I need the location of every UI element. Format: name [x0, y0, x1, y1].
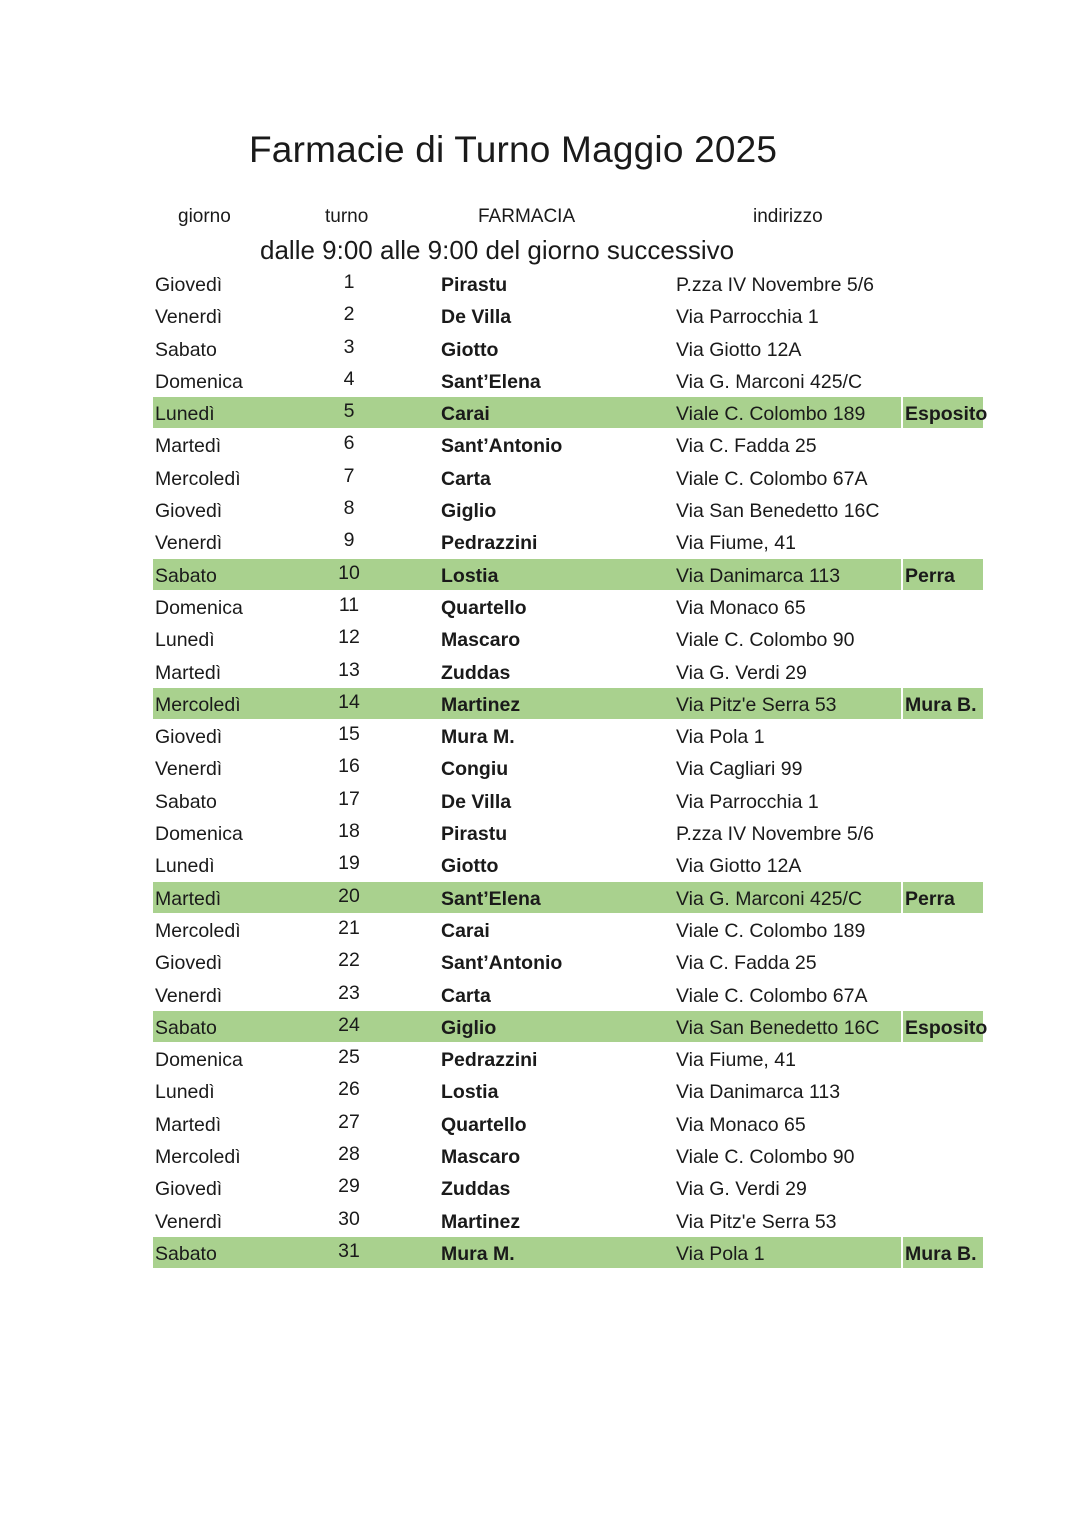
address-cell: Via Danimarca 113 — [676, 564, 841, 587]
table-row — [153, 300, 983, 332]
note-cell: Esposito — [905, 1016, 988, 1039]
turno-cell: 24 — [338, 1013, 360, 1036]
pharmacy-name-cell: Carta — [441, 984, 491, 1007]
turno-cell: 25 — [338, 1046, 360, 1069]
turno-cell: 1 — [343, 271, 355, 293]
day-cell: Sabato — [155, 564, 217, 587]
address-cell: Via San Benedetto 16C — [676, 1016, 880, 1039]
table-row — [153, 494, 983, 526]
pharmacy-name-cell: Quartello — [441, 1113, 527, 1136]
note-cell: Mura B. — [905, 693, 977, 716]
page-title: Farmacie di Turno Maggio 2025 — [249, 129, 778, 170]
address-cell: P.zza IV Novembre 5/6 — [676, 823, 874, 846]
table-row — [153, 849, 983, 881]
pharmacy-name-cell: De Villa — [441, 306, 512, 329]
table-row — [153, 623, 983, 655]
pharmacy-name-cell: Pirastu — [441, 823, 508, 846]
day-cell: Mercoledì — [155, 919, 241, 942]
row-highlight — [153, 1237, 901, 1268]
day-cell: Sabato — [155, 338, 217, 361]
table-row — [153, 1205, 983, 1237]
pharmacy-name-cell: Giglio — [441, 500, 497, 523]
day-cell: Lunedì — [155, 855, 215, 878]
table-row — [153, 1108, 983, 1140]
turno-cell: 27 — [338, 1110, 360, 1133]
address-cell: Via Monaco 65 — [676, 596, 806, 619]
turno-cell: 8 — [343, 497, 355, 520]
address-cell: Via Parrocchia 1 — [676, 790, 819, 813]
table-row — [153, 882, 983, 914]
day-cell: Sabato — [155, 1242, 217, 1265]
address-cell: Via Cagliari 99 — [676, 758, 803, 781]
address-cell: Via C. Fadda 25 — [676, 435, 817, 458]
address-cell: Via Pola 1 — [676, 726, 765, 749]
pharmacy-name-cell: Mura M. — [441, 726, 515, 749]
turno-cell: 14 — [338, 690, 360, 713]
address-cell: Via C. Fadda 25 — [676, 952, 817, 975]
address-cell: Via G. Marconi 425/C — [676, 887, 863, 910]
pharmacy-name-cell: Pirastu — [441, 274, 508, 296]
address-cell: Viale C. Colombo 90 — [676, 1146, 855, 1169]
pharmacy-name-cell: Mura M. — [441, 1242, 515, 1265]
address-cell: Viale C. Colombo 90 — [676, 629, 855, 652]
column-header-giorno: giorno — [178, 206, 231, 227]
address-cell: Via Pitz'e Serra 53 — [676, 1210, 837, 1233]
pharmacy-name-cell: Lostia — [441, 564, 499, 587]
table-row — [153, 1043, 983, 1075]
turno-cell: 17 — [338, 787, 360, 810]
pharmacy-name-cell: Pedrazzini — [441, 532, 538, 555]
turno-cell: 10 — [338, 561, 360, 584]
turno-cell: 22 — [338, 949, 360, 972]
address-cell: Via G. Verdi 29 — [676, 1178, 807, 1201]
turno-cell: 9 — [343, 529, 355, 552]
address-cell: Viale C. Colombo 67A — [676, 467, 868, 490]
day-cell: Mercoledì — [155, 693, 241, 716]
day-cell: Giovedì — [155, 952, 223, 975]
pharmacy-name-cell: Sant’Elena — [441, 887, 541, 910]
note-cell: Perra — [905, 564, 955, 587]
pharmacy-name-cell: Giglio — [441, 1016, 497, 1039]
address-cell: Via San Benedetto 16C — [676, 500, 880, 523]
turno-cell: 13 — [338, 658, 360, 681]
address-cell: Via Pitz'e Serra 53 — [676, 693, 837, 716]
day-cell: Giovedì — [155, 274, 223, 296]
table-row — [153, 1011, 988, 1043]
pharmacy-name-cell: Sant’Elena — [441, 370, 541, 393]
pharmacy-name-cell: Carai — [441, 403, 490, 426]
turno-cell: 30 — [338, 1207, 360, 1230]
day-cell: Giovedì — [155, 1178, 223, 1201]
address-cell: Via Fiume, 41 — [676, 1049, 796, 1072]
address-cell: Via G. Verdi 29 — [676, 661, 807, 684]
table-row — [153, 979, 983, 1011]
address-cell: Via Giotto 12A — [676, 338, 802, 361]
schedule-table — [153, 268, 988, 1269]
address-cell: Via Giotto 12A — [676, 855, 802, 878]
pharmacy-name-cell: Congiu — [441, 758, 509, 781]
turno-cell: 15 — [338, 723, 360, 746]
schedule-hours-note: dalle 9:00 alle 9:00 del giorno successivo — [260, 235, 735, 265]
address-cell: Viale C. Colombo 189 — [676, 919, 866, 942]
table-row — [153, 462, 983, 494]
address-cell: P.zza IV Novembre 5/6 — [676, 274, 874, 296]
address-cell: Viale C. Colombo 189 — [676, 403, 866, 426]
turno-cell: 23 — [338, 981, 360, 1004]
table-row — [153, 1172, 983, 1204]
table-row — [153, 785, 983, 817]
address-cell: Via Danimarca 113 — [676, 1081, 841, 1104]
table-row — [153, 1140, 983, 1172]
table-row — [153, 429, 983, 461]
table-row — [153, 817, 983, 849]
table-row — [153, 946, 983, 978]
table-row — [153, 720, 983, 752]
turno-cell: 31 — [338, 1239, 360, 1262]
day-cell: Mercoledì — [155, 1146, 241, 1169]
day-cell: Lunedì — [155, 1081, 215, 1104]
turno-cell: 11 — [338, 593, 360, 616]
day-cell: Venerdì — [155, 1210, 223, 1233]
turno-cell: 28 — [338, 1143, 360, 1166]
day-cell: Giovedì — [155, 726, 223, 749]
note-cell: Perra — [905, 887, 955, 910]
address-cell: Via G. Marconi 425/C — [676, 370, 863, 393]
table-row — [153, 914, 983, 946]
turno-cell: 19 — [338, 852, 360, 875]
pharmacy-name-cell: De Villa — [441, 790, 512, 813]
pharmacy-name-cell: Martinez — [441, 1210, 521, 1233]
pharmacy-name-cell: Martinez — [441, 693, 521, 716]
address-cell: Viale C. Colombo 67A — [676, 984, 868, 1007]
turno-cell: 12 — [338, 626, 360, 649]
day-cell: Domenica — [155, 1049, 243, 1072]
day-cell: Venerdì — [155, 758, 223, 781]
turno-cell: 5 — [343, 400, 355, 423]
pharmacy-name-cell: Quartello — [441, 596, 527, 619]
day-cell: Sabato — [155, 1016, 217, 1039]
turno-cell: 6 — [343, 432, 355, 455]
address-cell: Via Parrocchia 1 — [676, 306, 819, 329]
day-cell: Mercoledì — [155, 467, 241, 490]
turno-cell: 2 — [343, 303, 355, 326]
turno-cell: 16 — [338, 755, 360, 778]
pharmacy-name-cell: Giotto — [441, 338, 499, 361]
address-cell: Via Fiume, 41 — [676, 532, 796, 555]
day-cell: Lunedì — [155, 629, 215, 652]
turno-cell: 7 — [343, 464, 355, 487]
pharmacy-name-cell: Pedrazzini — [441, 1049, 538, 1072]
day-cell: Martedì — [155, 1113, 222, 1136]
day-cell: Giovedì — [155, 500, 223, 523]
table-row — [153, 1075, 983, 1107]
column-header-indirizzo: indirizzo — [753, 206, 823, 227]
turno-cell: 26 — [338, 1078, 360, 1101]
pharmacy-name-cell: Sant’Antonio — [441, 952, 563, 975]
pharmacy-name-cell: Zuddas — [441, 1178, 511, 1201]
table-row — [153, 1237, 983, 1269]
note-cell: Esposito — [905, 403, 988, 426]
pharmacy-name-cell: Carta — [441, 467, 491, 490]
turno-cell: 20 — [338, 884, 360, 907]
pharmacy-name-cell: Mascaro — [441, 1146, 521, 1169]
column-header-turno: turno — [325, 206, 369, 227]
table-row — [153, 752, 983, 784]
table-row — [153, 268, 983, 300]
day-cell: Martedì — [155, 435, 222, 458]
address-cell: Via Monaco 65 — [676, 1113, 806, 1136]
pharmacy-name-cell: Carai — [441, 919, 490, 942]
table-row — [153, 591, 983, 623]
table-row — [153, 365, 983, 397]
table-row — [153, 688, 983, 720]
column-header-farmacia: FARMACIA — [478, 206, 576, 227]
day-cell: Domenica — [155, 823, 243, 846]
note-cell: Mura B. — [905, 1242, 977, 1265]
day-cell: Martedì — [155, 887, 222, 910]
table-row — [153, 559, 983, 591]
day-cell: Martedì — [155, 661, 222, 684]
pharmacy-name-cell: Giotto — [441, 855, 499, 878]
day-cell: Domenica — [155, 596, 243, 619]
turno-cell: 21 — [338, 916, 360, 939]
day-cell: Venerdì — [155, 306, 223, 329]
day-cell: Sabato — [155, 790, 217, 813]
table-row — [153, 526, 983, 558]
day-cell: Domenica — [155, 370, 243, 393]
pharmacy-name-cell: Lostia — [441, 1081, 499, 1104]
turno-cell: 18 — [338, 820, 360, 843]
table-row — [153, 397, 988, 429]
table-row — [153, 656, 983, 688]
day-cell: Lunedì — [155, 403, 215, 426]
pharmacy-name-cell: Zuddas — [441, 661, 511, 684]
turno-cell: 3 — [343, 335, 355, 358]
table-row — [153, 333, 983, 365]
address-cell: Via Pola 1 — [676, 1242, 765, 1265]
turno-cell: 29 — [338, 1175, 360, 1198]
day-cell: Venerdì — [155, 532, 223, 555]
turno-cell: 4 — [343, 367, 355, 390]
pharmacy-name-cell: Sant’Antonio — [441, 435, 563, 458]
day-cell: Venerdì — [155, 984, 223, 1007]
pharmacy-name-cell: Mascaro — [441, 629, 521, 652]
